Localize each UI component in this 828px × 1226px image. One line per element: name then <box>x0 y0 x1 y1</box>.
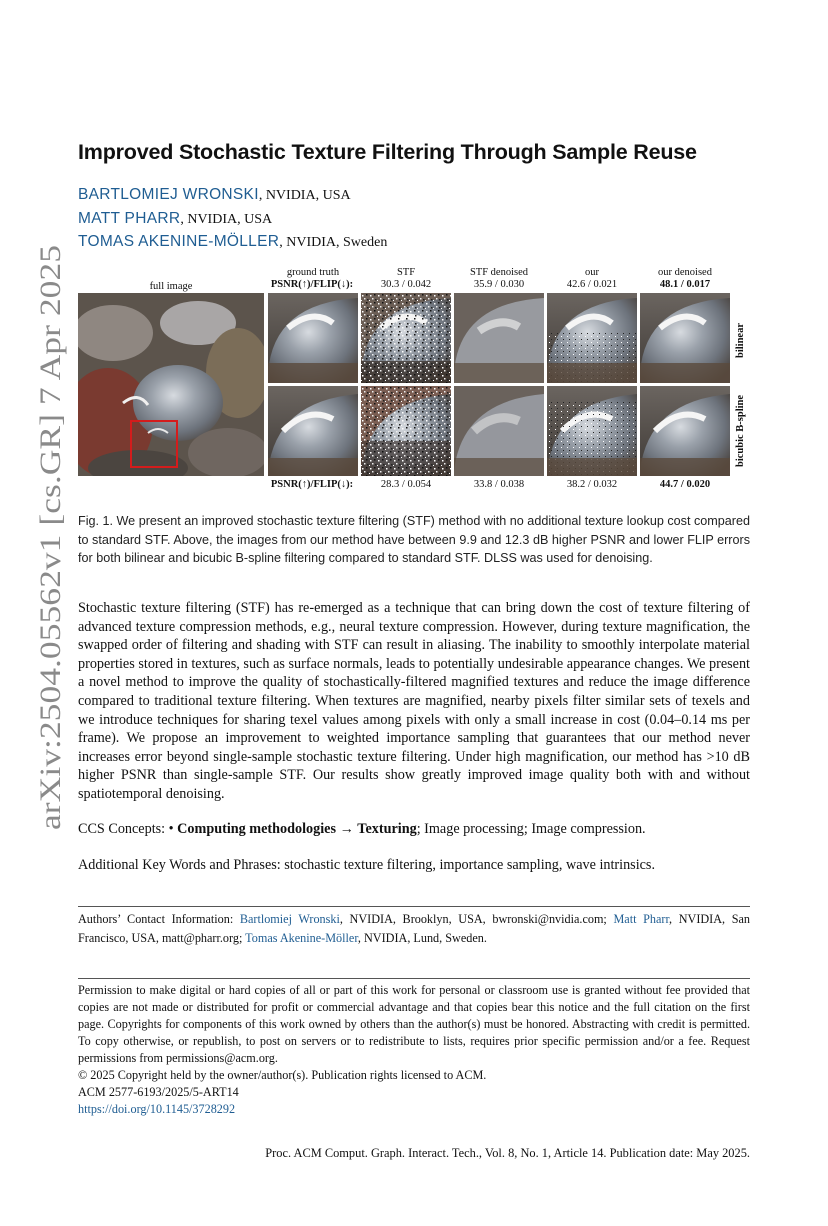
copyright-line: © 2025 Copyright held by the owner/author(s). Publication rights licensed to ACM. <box>78 1068 487 1082</box>
arxiv-stamp <box>10 240 70 830</box>
ccs-bold-2: Texturing <box>357 821 417 837</box>
permission-block <box>78 982 750 1118</box>
thumb-our-denoised-bilinear <box>640 293 730 383</box>
full-image-label: full image <box>149 281 193 292</box>
contact-prefix: Authors’ Contact Information: <box>78 912 240 926</box>
column-header: our <box>585 267 599 278</box>
arxiv-id: arXiv:2504.05562v1 [cs.GR] 7 Apr 2025 <box>35 344 67 830</box>
metric-value: 35.9 / 0.030 <box>473 279 525 290</box>
author-affiliation: , NVIDIA, USA <box>258 188 351 203</box>
metric-value: 44.7 / 0.020 <box>659 479 711 490</box>
column-header: STF denoised <box>469 267 529 278</box>
author-link[interactable]: Tomas Akenine-Möller <box>245 930 358 945</box>
divider <box>78 978 750 979</box>
paper-title: Improved Stochastic Texture Filtering Through Sample Reuse <box>78 140 697 164</box>
teaser-figure <box>78 265 758 495</box>
metric-value: 48.1 / 0.017 <box>659 279 711 290</box>
thumb-stf-bspline <box>361 386 451 476</box>
author-name: BARTLOMIEJ WRONSKI <box>78 186 259 203</box>
permission-text: Permission to make digital or hard copies of all or part of this work for personal or classroom use is granted without fee provided that copies are not made or distributed for profit or commercial advantage and that copies bear this notice and the full citation on the first page. Copyrights for components of this work owned by others than the author(s) must be honored. Abstracting with credit is permitted. To copy otherwise, or republish, to post on servers or to redistribute to lists, requires prior specific permission and/or a fee. Request permissions from permissions@acm.org. <box>78 983 750 1065</box>
ccs-prefix: CCS Concepts: • <box>78 821 178 837</box>
thumb-stf-bilinear <box>361 293 451 383</box>
keywords: Additional Key Words and Phrases: stochastic texture filtering, importance sampling, wave intrinsics. <box>78 857 656 873</box>
thumb-our-denoised-bspline <box>640 386 730 476</box>
thumb-stf-denoised-bspline <box>454 386 544 476</box>
metric-value: 30.3 / 0.042 <box>380 279 432 290</box>
author-link[interactable]: Matt Pharr <box>613 912 670 926</box>
divider <box>78 906 750 907</box>
author-name: MATT PHARR <box>78 209 181 227</box>
metric-value: 38.2 / 0.032 <box>566 479 618 490</box>
contact-text: , NVIDIA, San Francisco, USA, matt@pharr.org; <box>78 912 750 945</box>
column-header: our denoised <box>658 267 712 278</box>
metric-value: 33.8 / 0.038 <box>473 479 525 490</box>
ccs-rest: ; Image processing; Image compression. <box>416 821 646 837</box>
author-list <box>78 184 768 255</box>
row-label-bilinear: bilinear <box>735 322 746 358</box>
column-header: STF <box>396 267 416 278</box>
thumb-our-bilinear <box>547 293 637 383</box>
author-entry <box>78 184 768 208</box>
author-name: TOMAS AKENINE-MÖLLER <box>78 233 280 250</box>
thumb-our-bspline <box>547 386 637 476</box>
ccs-concepts <box>78 821 750 838</box>
metric-label: PSNR(↑)/FLIP(↓): <box>270 279 354 290</box>
contact-text: , NVIDIA, Lund, Sweden. <box>357 930 487 945</box>
abstract: Stochastic texture filtering (STF) has re-emerged as a technique that can bring down the cost of texture filtering of advanced texture compression methods, e.g., neural texture compression. However, during texture magnification, the swapped order of filtering and shading with STF can result in aliasing. The inability to smoothly interpolate material properties stored in textures, such as surface normals, leads to potentially undesirable appearance changes. We present a novel method to improve the quality of stochastically-filtered magnified textures and reduce the image difference compared to traditional texture filtering. When textures are magnified, nearby pixels filter similar sets of texels and we introduce techniques for sharing texel values among pixels with only a small increase in cost (0.04–0.14 ms per frame). We propose an improvement to weighted importance sampling that guarantees that our method never increases error beyond single-sample stochastic texture filtering. Under high magnification, our method has >10 dB higher PSNR than single-sample STF. Our results show greatly improved image quality both with and without spatiotemporal denoising. <box>78 600 750 802</box>
thumb-ground-truth-bilinear <box>268 293 358 383</box>
ccs-bold-1: Computing methodologies <box>177 821 337 837</box>
acm-number: ACM 2577-6193/2025/5-ART14 <box>78 1085 239 1099</box>
author-entry <box>78 231 768 255</box>
figure-caption: Fig. 1. We present an improved stochastic texture filtering (STF) method with no additional texture lookup cost compared to standard STF. Above, the images from our method have between 9.9 and 12.3 dB higher PSNR and lower FLIP errors for both bilinear and bicubic B-spline filtering compared to standard STF. DLSS was used for denoising. <box>78 514 750 565</box>
doi-link[interactable]: https://doi.org/10.1145/3728292 <box>78 1102 236 1116</box>
metric-value: 28.3 / 0.054 <box>380 479 432 490</box>
thumb-stf-denoised-bilinear <box>454 293 544 383</box>
author-entry <box>78 208 768 232</box>
ccs-arrow: → <box>336 821 358 837</box>
thumb-ground-truth-bspline <box>268 386 358 476</box>
author-affiliation: , NVIDIA, Sweden <box>279 235 388 250</box>
column-header: ground truth <box>286 267 340 278</box>
contact-text: , NVIDIA, Brooklyn, USA, bwronski@nvidia.com; <box>339 912 614 926</box>
page-footer: Proc. ACM Comput. Graph. Interact. Tech., Vol. 8, No. 1, Article 14. Publication date: May 2025. <box>265 1146 750 1160</box>
author-affiliation: , NVIDIA, USA <box>180 211 273 227</box>
contact-info <box>78 910 750 947</box>
author-link[interactable]: Bartlomiej Wronski <box>239 912 340 926</box>
metric-value: 42.6 / 0.021 <box>566 279 618 290</box>
full-image <box>78 293 264 476</box>
metric-label: PSNR(↑)/FLIP(↓): <box>270 479 354 490</box>
row-label-bspline: bicubic B-spline <box>735 394 746 468</box>
